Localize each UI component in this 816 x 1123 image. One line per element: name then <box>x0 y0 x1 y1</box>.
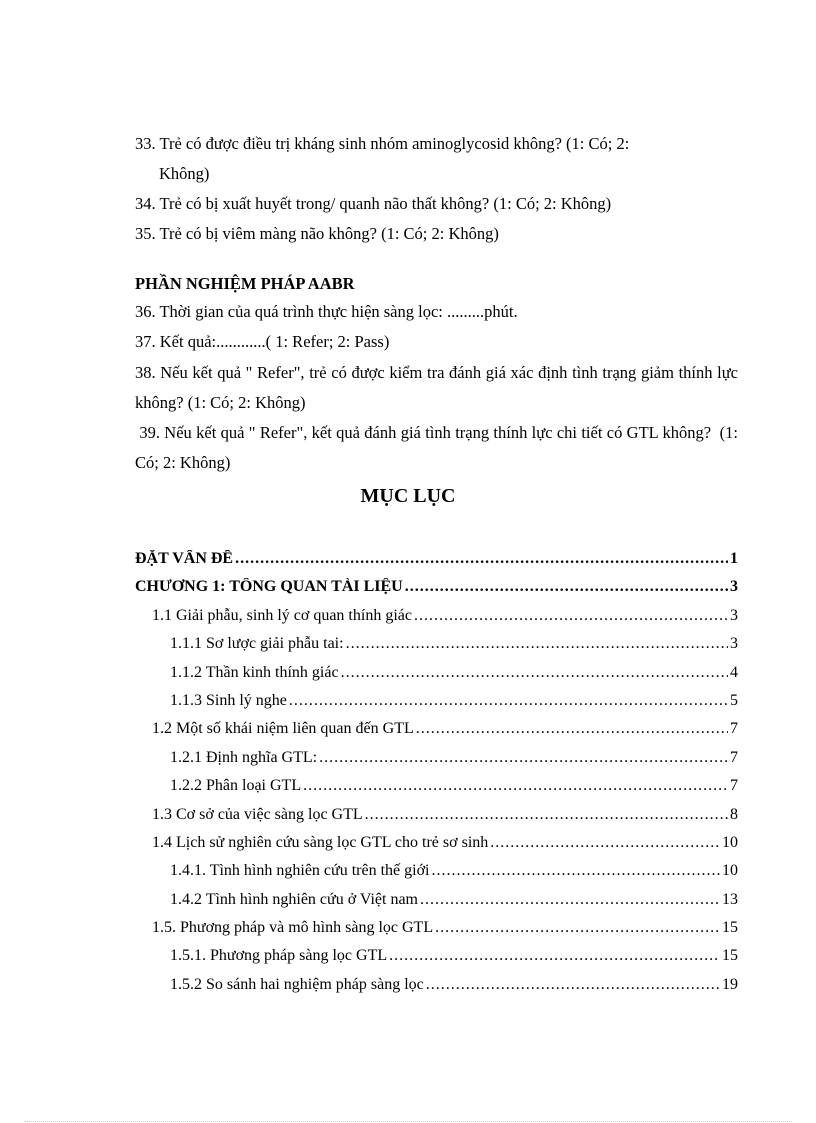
toc-leader <box>319 749 728 767</box>
toc-entry-title: ĐẶT VẤN ĐỀ <box>135 550 234 567</box>
toc-entry-page: 5 <box>730 691 738 709</box>
toc-leader <box>289 692 728 710</box>
toc-entry-title: 1.2.2 Phân loại GTL <box>170 777 302 795</box>
toc-entry-page: 10 <box>722 862 738 880</box>
toc-entry-title: 1.1.1 Sơ lược giải phẫu tai: <box>170 635 344 653</box>
question-35: 35. Trẻ có bị viêm màng não không? (1: Có; 2: Không) <box>135 224 499 243</box>
toc-leader <box>435 919 720 937</box>
toc-entry-page: 3 <box>730 606 738 624</box>
question-39: 39. Nếu kết quả " Refer", kết quả đánh giá tình trạng thính lực chi tiết có GTL không? (1: Có; 2: Không) <box>135 423 743 472</box>
toc-leader <box>416 720 728 738</box>
toc-leader <box>426 976 720 994</box>
toc-entry[interactable] <box>135 919 738 947</box>
toc-heading: MỤC LỤC <box>360 485 456 507</box>
question-33-line2: Không) <box>159 164 210 183</box>
toc-entry-title: 1.1 Giải phẫu, sinh lý cơ quan thính giác <box>152 606 412 624</box>
toc-entry[interactable] <box>135 834 738 862</box>
toc-entry[interactable] <box>135 550 738 578</box>
toc-leader <box>431 862 720 880</box>
toc-entry-page: 19 <box>722 975 738 993</box>
toc-entry-title: 1.5.2 So sánh hai nghiệm pháp sàng lọc <box>170 975 424 993</box>
question-34: 34. Trẻ có bị xuất huyết trong/ quanh não thất không? (1: Có; 2: Không) <box>135 194 612 213</box>
toc-entry[interactable] <box>135 777 738 805</box>
toc-entry[interactable] <box>135 976 738 1004</box>
toc-entry-page: 15 <box>722 947 738 965</box>
toc-leader <box>341 664 728 682</box>
toc-entry-title: CHƯƠNG 1: TỔNG QUAN TÀI LIỆU <box>135 578 403 596</box>
question-36: 36. Thời gian của quá trình thực hiện sàng lọc: .........phút. <box>135 302 518 321</box>
toc-entry-title: 1.3 Cơ sở của việc sàng lọc GTL <box>152 805 363 823</box>
toc-entry-title: 1.5. Phương pháp và mô hình sàng lọc GTL <box>152 919 434 937</box>
toc-entry[interactable] <box>135 607 738 635</box>
toc-entry-page: 7 <box>730 777 738 795</box>
toc-entry-title: 1.2 Một số khái niệm liên quan đến GTL <box>152 720 414 738</box>
toc-entry-page: 3 <box>730 635 738 653</box>
toc-entry[interactable] <box>135 664 738 692</box>
toc-leader <box>389 947 720 965</box>
toc-entry-page: 7 <box>730 720 738 738</box>
toc-entry-page: 10 <box>722 833 738 851</box>
toc-entry-title: 1.1.2 Thần kinh thính giác <box>170 663 339 681</box>
toc-leader <box>414 607 728 625</box>
toc-entry-title: 1.4.2 Tình hình nghiên cứu ở Việt nam <box>170 890 418 908</box>
toc-entry-page: 13 <box>722 890 738 908</box>
toc-entry[interactable] <box>135 891 738 919</box>
question-33 <box>135 129 738 189</box>
toc-leader <box>405 578 728 596</box>
toc-entry-page: 15 <box>722 919 738 937</box>
toc-entry-page: 1 <box>730 550 738 567</box>
question-33-line1: 33. Trẻ có được điều trị kháng sinh nhóm aminoglycosid không? (1: Có; 2: <box>135 134 630 153</box>
toc-leader <box>303 777 728 795</box>
toc-leader <box>420 891 720 909</box>
toc-entry[interactable] <box>135 947 738 975</box>
toc-entry-page: 3 <box>730 578 738 596</box>
toc-leader <box>365 806 728 824</box>
toc-entry[interactable] <box>135 749 738 777</box>
section-title-aabr: PHẦN NGHIỆM PHÁP AABR <box>135 274 355 293</box>
toc-entry-title: 1.4 Lịch sử nghiên cứu sàng lọc GTL cho trẻ sơ sinh <box>152 833 489 851</box>
toc-entry[interactable] <box>135 578 738 606</box>
toc-entry-title: 1.2.1 Định nghĩa GTL: <box>170 748 318 766</box>
toc-entry[interactable] <box>135 720 738 748</box>
toc-entry[interactable] <box>135 635 738 663</box>
toc-leader <box>346 635 728 653</box>
toc-entry-title: 1.5.1. Phương pháp sàng lọc GTL <box>170 947 388 965</box>
toc-entry[interactable] <box>135 806 738 834</box>
question-37: 37. Kết quả:............( 1: Refer; 2: Pass) <box>135 332 390 351</box>
toc-entry[interactable] <box>135 862 738 890</box>
table-of-contents <box>135 550 738 1004</box>
toc-entry-title: 1.4.1. Tình hình nghiên cứu trên thế giới <box>170 862 430 880</box>
toc-entry-page: 8 <box>730 805 738 823</box>
toc-leader <box>490 834 720 852</box>
toc-entry-page: 7 <box>730 748 738 766</box>
page-bottom-divider <box>24 1121 792 1122</box>
toc-leader <box>235 550 728 568</box>
toc-entry[interactable] <box>135 692 738 720</box>
question-38: 38. Nếu kết quả " Refer", trẻ có được kiểm tra đánh giá xác định tình trạng giảm thính lực không? (1: Có; 2: Không) <box>135 363 738 412</box>
toc-entry-title: 1.1.3 Sinh lý nghe <box>170 691 287 709</box>
toc-entry-page: 4 <box>730 663 738 681</box>
